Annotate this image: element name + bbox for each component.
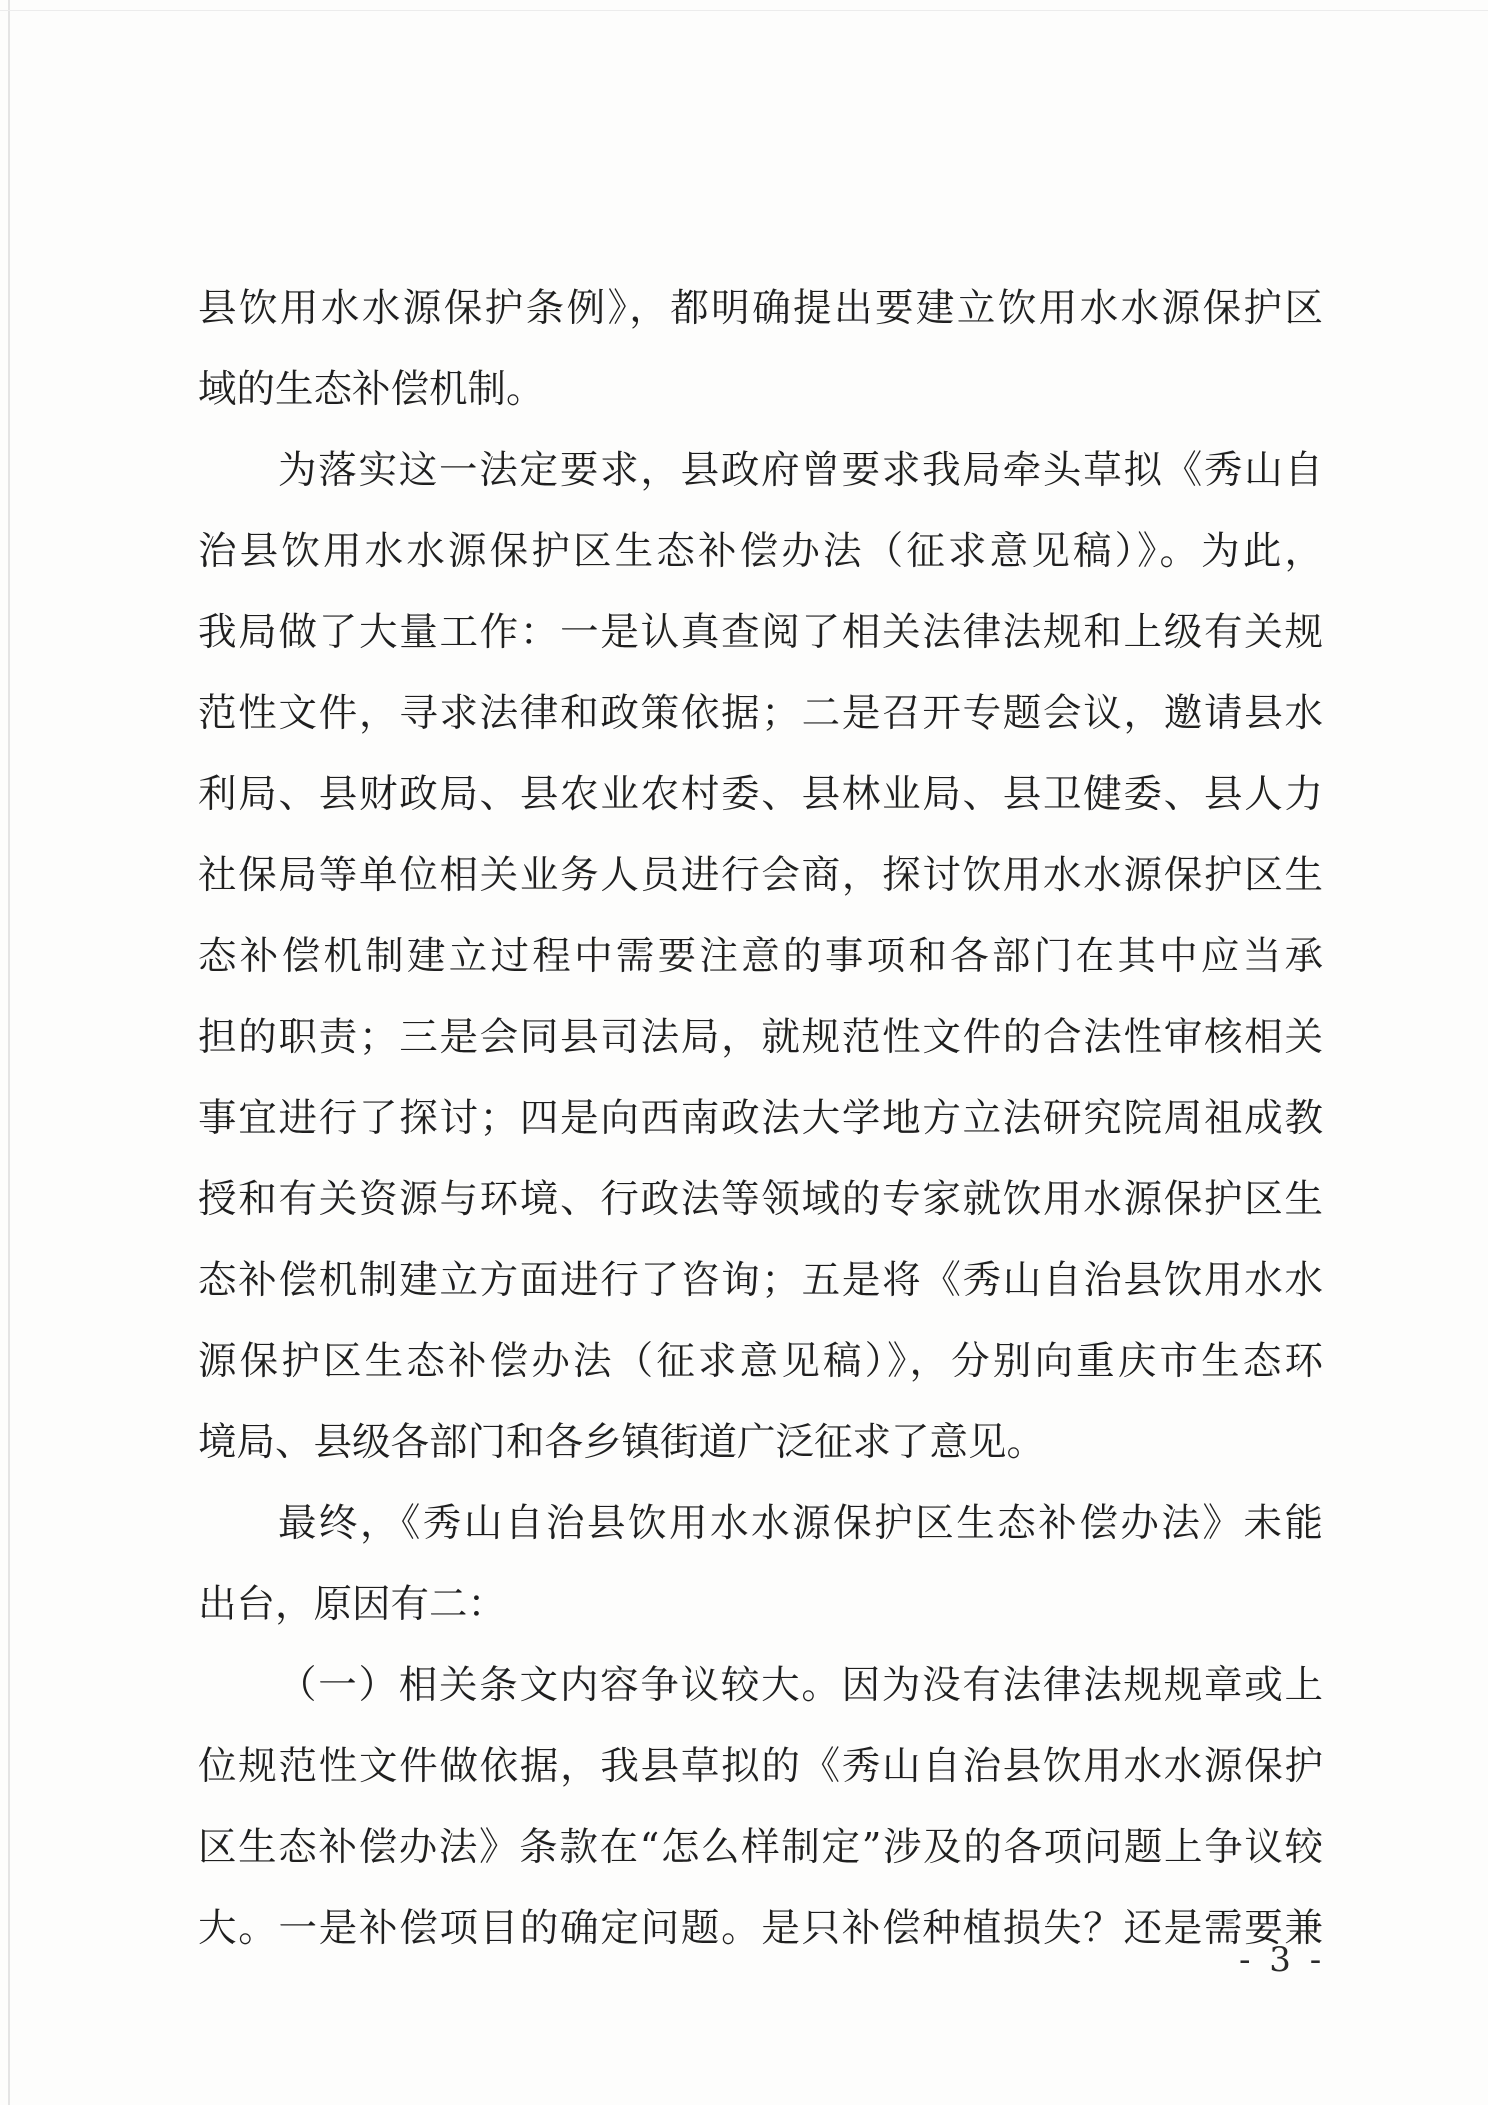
text-line: 我局做了大量工作：一是认真查阅了相关法律法规和上级有关规 bbox=[198, 610, 1323, 655]
text-line: 社保局等单位相关业务人员进行会商，探讨饮用水水源保护区生 bbox=[198, 853, 1323, 898]
text-line: 为落实这一法定要求，县政府曾要求我局牵头草拟《秀山自 bbox=[278, 448, 1323, 493]
text-line: 态补偿机制建立方面进行了咨询；五是将《秀山自治县饮用水水 bbox=[198, 1258, 1323, 1303]
text-line: 授和有关资源与环境、行政法等领域的专家就饮用水源保护区生 bbox=[198, 1177, 1323, 1222]
text-line: 态补偿机制建立过程中需要注意的事项和各部门在其中应当承 bbox=[198, 934, 1323, 979]
body-text bbox=[198, 268, 1323, 1969]
text-line: 最终，《秀山自治县饮用水水源保护区生态补偿办法》未能 bbox=[278, 1501, 1323, 1546]
text-line: （一）相关条文内容争议较大。因为没有法律法规规章或上 bbox=[278, 1663, 1323, 1708]
text-line: 域的生态补偿机制。 bbox=[198, 367, 545, 412]
text-line: 利局、县财政局、县农业农村委、县林业局、县卫健委、县人力 bbox=[198, 772, 1323, 817]
scan-edge-left bbox=[8, 0, 10, 2105]
text-line: 区生态补偿办法》条款在“怎么样制定”涉及的各项问题上争议较 bbox=[198, 1825, 1323, 1870]
text-line: 境局、县级各部门和各乡镇街道广泛征求了意见。 bbox=[198, 1420, 1046, 1465]
text-line: 事宜进行了探讨；四是向西南政法大学地方立法研究院周祖成教 bbox=[198, 1096, 1323, 1141]
text-line: 出台，原因有二： bbox=[198, 1582, 507, 1627]
text-line: 大。一是补偿项目的确定问题。是只补偿种植损失？还是需要兼 bbox=[198, 1906, 1323, 1951]
text-line: 源保护区生态补偿办法（征求意见稿）》，分别向重庆市生态环 bbox=[198, 1339, 1323, 1384]
scan-edge-top bbox=[0, 10, 1488, 11]
text-line: 范性文件，寻求法律和政策依据；二是召开专题会议，邀请县水 bbox=[198, 691, 1323, 736]
text-line: 治县饮用水水源保护区生态补偿办法（征求意见稿）》。为此， bbox=[198, 529, 1323, 574]
text-line: 县饮用水水源保护条例》，都明确提出要建立饮用水水源保护区 bbox=[198, 286, 1323, 331]
text-line: 担的职责；三是会同县司法局，就规范性文件的合法性审核相关 bbox=[198, 1015, 1323, 1060]
page-number: - 3 - bbox=[1239, 1940, 1326, 1980]
text-line: 位规范性文件做依据，我县草拟的《秀山自治县饮用水水源保护 bbox=[198, 1744, 1323, 1789]
